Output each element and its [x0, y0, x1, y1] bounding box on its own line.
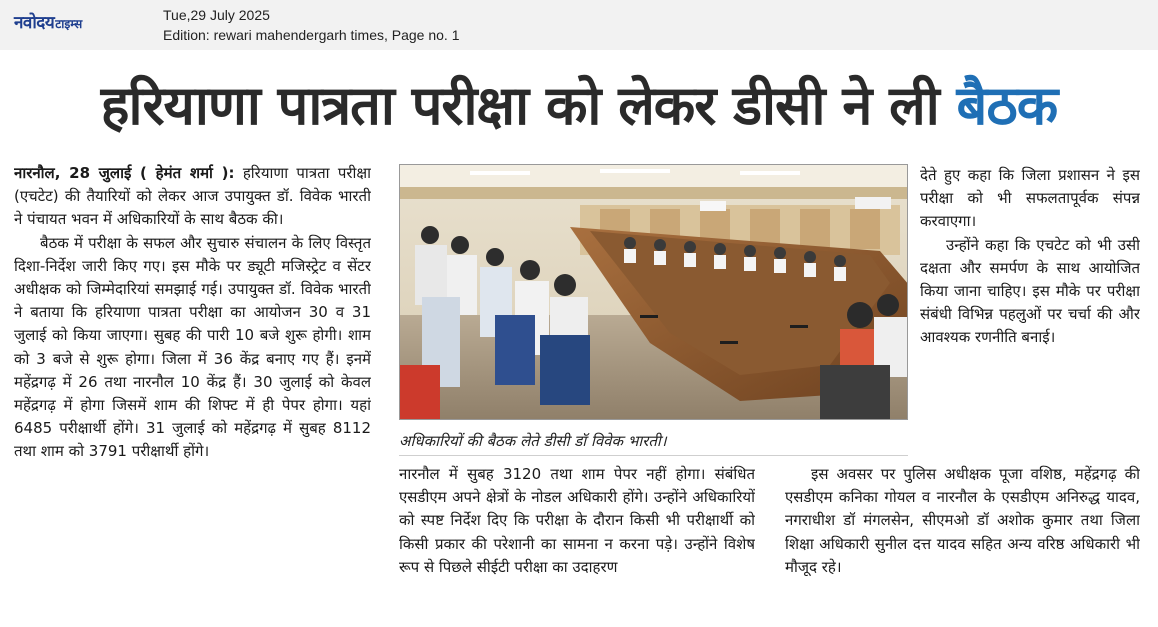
caption-divider — [399, 455, 908, 456]
article-paragraph — [14, 162, 371, 232]
edition-meta — [163, 5, 460, 45]
newspaper-logo[interactable] — [14, 10, 82, 33]
headline-main: हरियाणा पात्रता परीक्षा को लेकर डीसी ने ली — [100, 74, 957, 137]
meeting-photo — [399, 164, 908, 420]
logo-main-text: नवोदय — [14, 13, 55, 33]
masthead-bar — [0, 0, 1158, 50]
edition-info: Edition: rewari mahendergarh times, Page no. 1 — [163, 27, 460, 43]
logo-sub-text: टाइम्स — [55, 17, 83, 31]
article-headline — [0, 58, 1158, 154]
headline-accent: बैठक — [956, 74, 1058, 137]
article-paragraph: देते हुए कहा कि जिला प्रशासन ने इस परीक्षा को भी सफलतापूर्वक संपन्न करवाएगा। — [920, 166, 1140, 231]
edition-date: Tue,29 July 2025 — [163, 7, 270, 23]
article-column-3 — [920, 164, 1140, 464]
article-column-4 — [785, 463, 1140, 627]
article-paragraph: उन्होंने कहा कि एचटेट को भी उसी दक्षता और समर्पण के साथ आयोजित किया जाना चाहिए। इस मौके पर परीक्षा संबंधी विभिन्न पहलुओं पर चर्चा की और आवश्यक रणनीति बनाई। — [920, 235, 1140, 347]
article-column-2 — [399, 463, 755, 627]
article-paragraph: नारनौल में सुबह 3120 तथा शाम पेपर नहीं होगा। संबंधित एसडीएम अपने क्षेत्रों के नोडल अधिकारी होंगे। उन्होंने अधिकारियों को स्पष्ट निर्देश दिए कि परीक्षा के दौरान किसी भी परीक्षार्थी को किसी प्रकार की परेशानी का सामना न करना पड़े। उन्होंने विशेष रूप से पिछले सीईटी परीक्षा का उदाहरण — [399, 465, 755, 576]
dateline: नारनौल, 28 जुलाई ( हेमंत शर्मा ): — [14, 164, 235, 182]
meeting-photo-illustration — [400, 165, 908, 420]
paragraph-text: हरियाणा पात्रता परीक्षा (एचटेट) की तैयारियों को लेकर आज उपायुक्त डॉ. विवेक भारती ने पंचायत भवन में अधिकारियों के साथ बैठक की। — [14, 164, 371, 229]
article-paragraph: बैठक में परीक्षा के सफल और सुचारु संचालन के लिए विस्तृत दिशा-निर्देश जारी किए गए। इस मौके पर ड्यूटी मजिस्ट्रेट व सेंटर अधीक्षक को जिम्मेदारियां समझाई गई। उपायुक्त डॉ. विवेक भारती ने बताया कि हरियाणा पात्रता परीक्षा का आयोजन 30 व 31 जुलाई को किया जाएगा। सुबह की पारी 10 बजे शुरू होगी। शाम को 3 बजे से शुरू होगा। जिला में 36 केंद्र बनाए गए हैं। इनमें महेंद्रगढ़ में 26 तथा नारनौल 10 केंद्र हैं। 30 जुलाई को केवल महेंद्रगढ़ में होगा जिसमें शाम की शिफ्ट में ही पेपर होगा। यहां 6485 परीक्षार्थी होंगे। 31 जुलाई को महेंद्रगढ़ में सुबह 8112 तथा शाम को 3791 परीक्षार्थी होंगे। — [14, 233, 371, 461]
article-column-1 — [14, 162, 371, 627]
article-paragraph: इस अवसर पर पुलिस अधीक्षक पूजा वशिष्ठ, महेंद्रगढ़ की एसडीएम कनिका गोयल व नारनौल के एसडीएम अनिरुद्ध यादव, नगराधीश डॉ मंगलसेन, सीएमओ डॉ अशोक कुमार तथा जिला शिक्षा अधिकारी सुनील दत्त यादव सहित अन्य वरिष्ठ अधिकारी भी मौजूद रहे। — [785, 465, 1140, 576]
photo-caption: अधिकारियों की बैठक लेते डीसी डॉ विवेक भारती। — [399, 432, 667, 450]
